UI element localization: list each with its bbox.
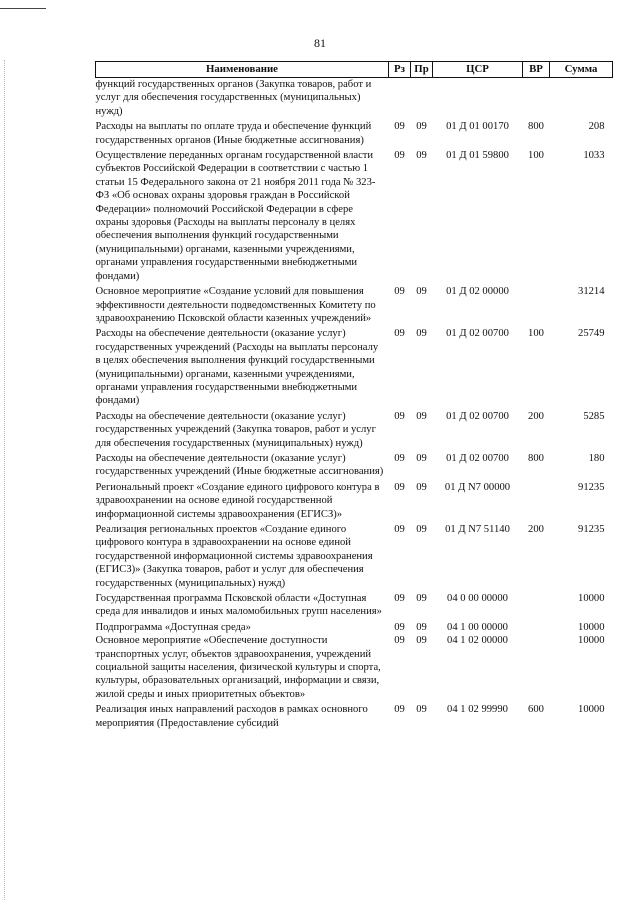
row-pr: 09 xyxy=(416,150,427,162)
row-vr xyxy=(523,621,550,634)
row-pr: 09 xyxy=(416,410,427,422)
row-sum: 91235 xyxy=(578,524,605,535)
row-sum: 10000 xyxy=(578,704,605,716)
table-header-row xyxy=(96,62,613,78)
header-vr: ВР xyxy=(523,62,550,78)
row-name: Реализация региональных проектов «Создание единого цифрового контура в здравоохранении на основе единой государственной информационной системы здравоохранения (ЕГИСЗ)» (Закупка товаров, работ и услуг для обеспечения государственных (муниципальных) нужд) xyxy=(95,524,373,589)
row-pr: 09 xyxy=(416,704,427,716)
table-row xyxy=(96,634,613,703)
row-pr: 09 xyxy=(416,121,427,133)
table-row xyxy=(96,523,613,592)
row-sum: 91235 xyxy=(578,481,605,493)
row-rz: 09 xyxy=(394,121,405,133)
table-row xyxy=(96,452,613,481)
table-row xyxy=(96,621,613,634)
row-vr: 100 xyxy=(528,328,544,340)
row-csr: 01 Д 01 00170 xyxy=(446,121,509,133)
row-pr: 09 xyxy=(416,621,427,633)
header-name: Наименование xyxy=(96,62,389,78)
row-name: Основное мероприятие «Создание условий для повышения эффективности деятельности подведомственных Комитету по здравоохранению Псковской области казенных учреждений» xyxy=(95,286,376,324)
row-pr: 09 xyxy=(416,593,427,605)
row-csr: 01 Д 01 59800 xyxy=(446,150,509,162)
row-vr xyxy=(523,592,550,621)
budget-table xyxy=(95,61,613,732)
row-rz: 09 xyxy=(394,150,405,162)
row-vr xyxy=(523,78,550,121)
row-rz: 09 xyxy=(394,635,405,647)
row-name: функций государственных органов (Закупка товаров, работ и услуг для обеспечения государственных (муниципальных) нужд) xyxy=(95,79,372,117)
row-sum: 1033 xyxy=(583,150,605,162)
row-name: Расходы на обеспечение деятельности (оказание услуг) государственных учреждений (Закупка товаров, работ и услуг для обеспечения государственных (муниципальных) нужд) xyxy=(95,410,376,449)
row-rz: 09 xyxy=(394,621,405,633)
row-rz xyxy=(389,78,411,121)
row-rz: 09 xyxy=(394,452,405,464)
row-sum xyxy=(550,78,613,121)
row-csr: 01 Д N7 00000 xyxy=(444,481,511,493)
scan-edge-mark xyxy=(0,8,46,9)
table-row xyxy=(96,592,613,621)
table-row xyxy=(96,410,613,452)
row-name: Региональный проект «Создание единого цифрового контура в здравоохранении на основе единой государственной информационной системы здравоохранения (ЕГИСЗ)» xyxy=(95,481,380,520)
row-name: Расходы на обеспечение деятельности (оказание услуг) государственных учреждений (Расходы на выплаты персоналу в целях обеспечения выполнения функций государственными (муниципальными) органами, казенными учреждениями, органами управления государственными внебюджетными фондами) xyxy=(95,328,379,407)
row-name: Расходы на обеспечение деятельности (оказание услуг) государственных учреждений (Иные бюджетные ассигнования) xyxy=(95,452,384,478)
header-sum: Сумма xyxy=(550,62,613,78)
row-name: Государственная программа Псковской области «Доступная среда для инвалидов и иных маломобильных групп населения» xyxy=(95,593,382,618)
row-vr: 800 xyxy=(528,452,544,464)
row-vr xyxy=(523,634,550,703)
table-row xyxy=(96,703,613,732)
row-pr: 09 xyxy=(416,452,427,464)
row-vr: 800 xyxy=(528,121,544,133)
row-vr: 600 xyxy=(528,704,544,716)
row-vr: 200 xyxy=(528,410,544,422)
row-pr: 09 xyxy=(416,286,427,298)
row-pr xyxy=(411,78,433,121)
row-rz: 09 xyxy=(394,704,405,716)
row-vr: 200 xyxy=(528,524,544,535)
scan-left-edge xyxy=(4,60,6,900)
table-row xyxy=(96,481,613,523)
row-sum: 5285 xyxy=(583,410,605,422)
table-row xyxy=(96,120,613,149)
row-rz: 09 xyxy=(394,286,405,298)
header-csr: ЦСР xyxy=(433,62,523,78)
row-csr: 01 Д 02 00000 xyxy=(446,286,509,298)
row-name: Осуществление переданных органам государственной власти субъектов Российской Федерации в соответствии с частью 1 статьи 15 Федерального закона от 21 ноября 2011 года № 323-ФЗ «Об основах охраны здоровья граждан в Российской Федерации» полномочий Российской Федерации в сфере охраны здоровья (Расходы на выплаты персоналу в целях обеспечения выполнения функций государственными (муниципальными) органами, казенными учреждениями, органами управления государственными внебюджетными фондами) xyxy=(95,150,376,282)
row-name: Основное мероприятие «Обеспечение доступности транспортных услуг, объектов здравоохранения, учреждений социальной защиты населения, физической культуры и спорта, культуры, образовательных организаций, информации и связи, жилой среды и иных приоритетных объектов» xyxy=(95,635,381,700)
row-name: Реализация иных направлений расходов в рамках основного мероприятия (Предоставление субсидий xyxy=(95,704,368,729)
page-number: 81 xyxy=(314,36,326,50)
table-row xyxy=(96,327,613,409)
header-pr: Пр xyxy=(411,62,433,78)
table-row xyxy=(96,285,613,327)
row-rz: 09 xyxy=(394,481,405,493)
row-csr: 01 Д 02 00700 xyxy=(446,452,509,464)
row-pr: 09 xyxy=(416,481,427,493)
row-csr: 04 1 02 00000 xyxy=(447,635,508,647)
row-pr: 09 xyxy=(416,524,427,535)
header-rz: Рз xyxy=(389,62,411,78)
row-pr: 09 xyxy=(416,635,427,647)
row-vr xyxy=(523,481,550,523)
row-sum: 25749 xyxy=(578,328,605,340)
row-rz: 09 xyxy=(394,410,405,422)
row-csr: 04 1 00 00000 xyxy=(447,621,508,633)
table-row xyxy=(96,78,613,121)
row-sum: 10000 xyxy=(578,593,605,605)
row-vr: 100 xyxy=(528,150,544,162)
row-sum: 31214 xyxy=(578,286,605,298)
row-csr: 01 Д 02 00700 xyxy=(446,410,509,422)
row-csr: 04 1 02 99990 xyxy=(447,704,508,716)
row-rz: 09 xyxy=(394,524,405,535)
row-csr: 01 Д 02 00700 xyxy=(446,328,509,340)
row-csr xyxy=(433,78,523,121)
row-sum: 10000 xyxy=(578,635,605,647)
table-row xyxy=(96,149,613,285)
row-sum: 208 xyxy=(588,121,605,133)
row-rz: 09 xyxy=(394,328,405,340)
row-sum: 180 xyxy=(588,452,605,464)
row-rz: 09 xyxy=(394,593,405,605)
row-name: Расходы на выплаты по оплате труда и обеспечение функций государственных органов (Иные бюджетные ассигнования) xyxy=(95,121,372,146)
row-vr xyxy=(523,285,550,327)
row-sum: 10000 xyxy=(578,621,605,633)
row-pr: 09 xyxy=(416,328,427,340)
row-name: Подпрограмма «Доступная среда» xyxy=(95,621,251,633)
row-csr: 04 0 00 00000 xyxy=(447,593,508,605)
row-csr: 01 Д N7 51140 xyxy=(445,524,510,535)
